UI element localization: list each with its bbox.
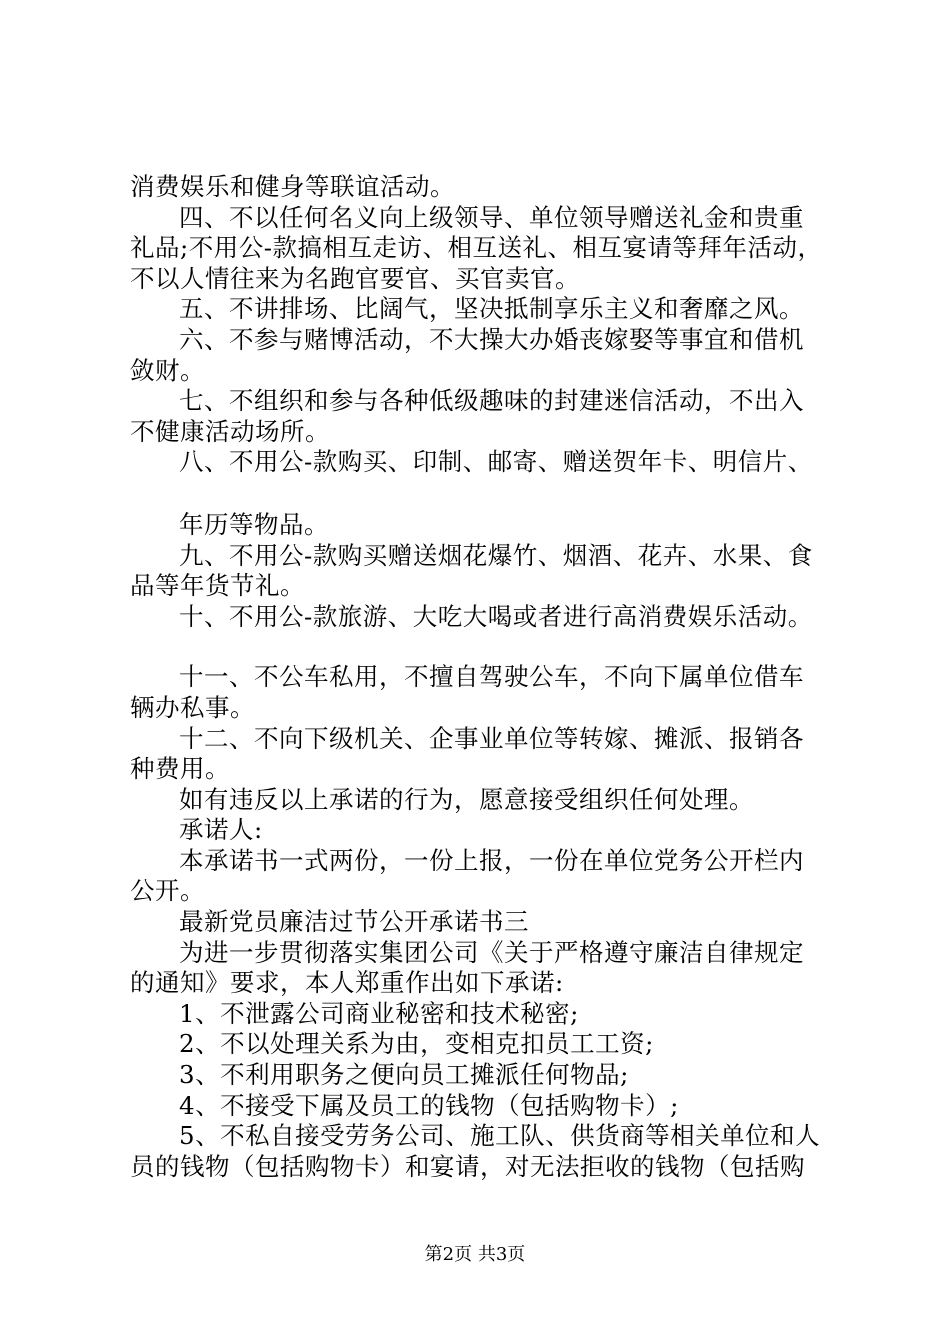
text-line: 不健康活动场所。 <box>130 416 330 446</box>
section-heading: 最新党员廉洁过节公开承诺书三 <box>179 907 529 937</box>
text-line: 消费娱乐和健身等联谊活动。 <box>130 172 455 201</box>
text-line: 员的钱物（包括购物卡）和宴请，对无法拒收的钱物（包括购 <box>130 1151 805 1181</box>
text-line: 八、不用公-款购买、印制、邮寄、赠送贺年卡、明信片、 <box>179 447 813 477</box>
text-line: 五、不讲排场、比阔气，坚决抵制享乐主义和奢靡之风。 <box>179 294 804 324</box>
text-line: 敛财。 <box>130 355 205 385</box>
text-line: 十二、不向下级机关、企事业单位等转嫁、摊派、报销各 <box>179 723 804 753</box>
text-line: 如有违反以上承诺的行为，愿意接受组织任何处理。 <box>179 784 754 814</box>
text-line: 1、不泄露公司商业秘密和技术秘密; <box>179 998 579 1028</box>
text-line: 七、不组织和参与各种低级趣味的封建迷信活动，不出入 <box>179 386 804 416</box>
text-line: 九、不用公-款购买赠送烟花爆竹、烟酒、花卉、水果、食 <box>179 540 813 570</box>
text-line: 5、不私自接受劳务公司、施工队、供货商等相关单位和人 <box>179 1121 821 1151</box>
text-line: 年历等物品。 <box>179 509 329 539</box>
text-line: 3、不利用职务之便向员工摊派任何物品; <box>179 1060 629 1090</box>
text-line: 四、不以任何名义向上级领导、单位领导赠送礼金和贵重 <box>179 202 804 232</box>
text-line: 十、不用公-款旅游、大吃大喝或者进行高消费娱乐活动。 <box>179 601 813 631</box>
text-line: 公开。 <box>130 876 205 906</box>
text-line: 4、不接受下属及员工的钱物（包括购物卡）; <box>179 1090 679 1120</box>
document-body <box>130 172 835 1182</box>
text-line: 为进一步贯彻落实集团公司《关于严格遵守廉洁自律规定 <box>179 937 804 967</box>
text-line: 礼品;不用公-款搞相互走访、相互送礼、相互宴请等拜年活动， <box>130 233 823 263</box>
text-line: 承诺人: <box>179 815 263 845</box>
text-line: 本承诺书一式两份，一份上报，一份在单位党务公开栏内 <box>179 845 804 875</box>
text-line: 种费用。 <box>130 754 230 784</box>
text-line: 不以人情往来为名跑官要官、买官卖官。 <box>130 263 580 293</box>
text-line: 的通知》要求，本人郑重作出如下承诺: <box>130 968 564 998</box>
page-footer: 第2页 共3页 <box>424 1244 526 1265</box>
text-line: 十一、不公车私用，不擅自驾驶公车，不向下属单位借车 <box>179 662 804 692</box>
text-line: 2、不以处理关系为由，变相克扣员工工资; <box>179 1029 654 1059</box>
text-line: 品等年货节礼。 <box>130 571 305 601</box>
text-line: 辆办私事。 <box>130 692 255 722</box>
text-line: 六、不参与赌博活动，不大操大办婚丧嫁娶等事宜和借机 <box>179 324 804 354</box>
